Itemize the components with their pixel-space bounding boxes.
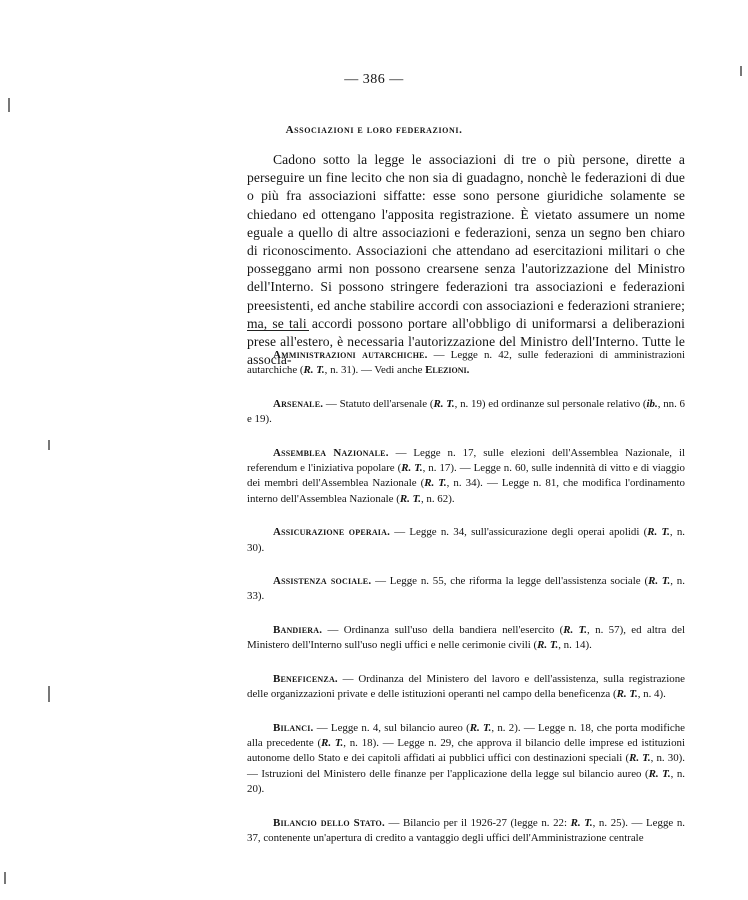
note-lemma: Bilanci. (273, 721, 314, 734)
note-beneficenza: Beneficenza. — Ordinanza del Ministero del lavoro e dell'assistenza, sulla registrazione delle organizzazioni private e delle istituzioni operanti nel campo della beneficenza (R. T., n. 4). (247, 672, 685, 701)
note-amministrazioni-autarchiche: Amministrazioni autarchiche. — Legge n. 42, sulle federazioni di amministrazioni autarchiche (R. T., n. 31). — Vedi anche Elezioni. (247, 349, 686, 377)
note-lemma: Assicurazione operaia. (273, 526, 391, 539)
scan-artifact-mark (8, 98, 10, 112)
main-paragraph: Cadono sotto la legge le associazioni di tre o più persone, dirette a perseguire un fine lecito che non sia di guadagno, nonchè le federazioni di due o più fra associazioni siffatte: esse sono persone giuridiche solamente se chiedano ed ottengano l'apposita registrazione. È vietato assumere un nome eguale a quello di altre associazioni e federazioni, senza un segno ben chiaro di riconoscimento. Associazioni che attendano ad esercitazioni militari o che posseggano armi non possono crearsene senza l'autorizzazione del Ministro dell'Interno. Si possono stringere federazioni tra associazioni e federazioni preesistenti, ed anche stabilire accordi con associazioni e federazioni straniere; ma, se tali accordi possono portare all'obbligo di uniformarsi a deliberazioni prese all'estero, è necessaria l'autorizzazione del Ministro dell'Interno. Tutte le associa- (247, 152, 685, 368)
note-assemblea-nazionale: Assemblea Nazionale. — Legge n. 17, sulle elezioni dell'Assemblea Nazionale, il referendum e l'iniziativa popolare (R. T., n. 17). — Legge n. 60, sulle indennità di vitto e di viaggio dei membri dell'Assemblea Nazionale (R. T., n. 34). — Legge n. 81, che modifica l'ordinamento interno dell'Assemblea Nazionale (R. T., n. 62). (247, 446, 685, 505)
note-lemma: Bilancio dello Stato. (273, 816, 385, 829)
scan-artifact-mark (4, 872, 6, 884)
note-assicurazione-operaia: Assicurazione operaia. — Legge n. 34, sull'assicurazione degli operai apolidi (R. T., n. 30). (247, 526, 686, 554)
note-bilanci: Bilanci. — Legge n. 4, sul bilancio aureo (R. T., n. 2). — Legge n. 18, che porta modifiche alla precedente (R. T., n. 18). — Legge n. 29, che approva il bilancio delle imprese ed istituzioni autonome dello Stato e dei capitoli affidati ai pubblici uffici con destinazioni speciali (R. T., n. 30). — Istruzioni del Ministero delle finanze per l'applicazione della legge sul bilancio aureo (R. T., n. 20). (247, 721, 686, 796)
see-also-reference: Elezioni. (425, 364, 470, 377)
note-lemma: Amministrazioni autarchiche. (273, 349, 428, 361)
note-lemma: Assemblea Nazionale. (273, 446, 389, 459)
note-assistenza-sociale: Assistenza sociale. — Legge n. 55, che riforma la legge dell'assistenza sociale (R. T., n. 33). (247, 575, 685, 603)
note-bandiera: Bandiera. — Ordinanza sull'uso della bandiera nell'esercito (R. T., n. 57), ed altra del Ministero dell'Interno sull'uso negli uffici e nelle cerimonie civili (R. T., n. 14). (247, 623, 685, 652)
note-bilancio-dello-stato: Bilancio dello Stato. — Bilancio per il 1926-27 (legge n. 22: R. T., n. 25). — Legge n. 37, contenente un'apertura di credito a vantaggio degli uffici dell'Amministrazione centrale (247, 816, 685, 844)
note-lemma: Bandiera. (273, 623, 323, 636)
section-title: Associazioni e loro federazioni. (285, 124, 463, 136)
scan-artifact-mark (48, 686, 50, 702)
footnote-divider (247, 330, 309, 331)
note-lemma: Beneficenza. (273, 672, 338, 685)
note-lemma: Arsenale. (273, 397, 324, 410)
scan-artifact-mark (48, 440, 50, 450)
notes-list (247, 348, 685, 864)
page-number: — 386 — (344, 72, 404, 87)
note-lemma: Assistenza sociale. (273, 575, 372, 588)
note-arsenale: Arsenale. — Statuto dell'arsenale (R. T., n. 19) ed ordinanze sul personale relativo (ib., nn. 6 e 19). (247, 397, 686, 426)
